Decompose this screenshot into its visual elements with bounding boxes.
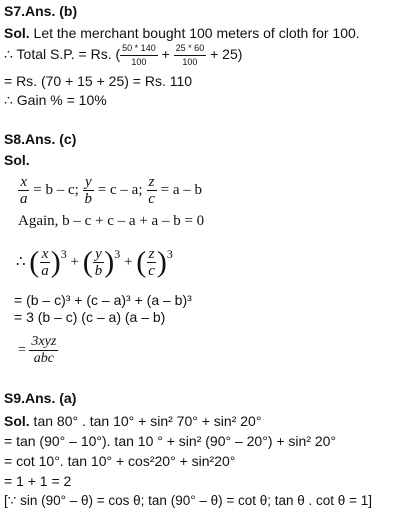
s8-paren-open-3: ( [136, 245, 147, 279]
s8-c: c [148, 191, 155, 207]
s8-heading: S8.Ans. (c) [4, 131, 77, 147]
s8-line-b: = 3 (b – c) (c – a) (a – b) [14, 309, 166, 325]
s9-line4: = 1 + 1 = 2 [4, 473, 72, 489]
s8-b: b [84, 191, 93, 207]
s9-sol-label: Sol. [4, 413, 30, 429]
s8-exp-3: 3 [166, 247, 173, 261]
s8-frac-y-b [83, 174, 95, 207]
s8-frac-z-c [146, 174, 157, 207]
s9-line1-text: tan 80° . tan 10° + sin² 70° + sin² 20° [29, 413, 262, 429]
s9-line1 [4, 412, 261, 430]
s7-f2-num: 25 * 60 [174, 42, 207, 56]
s8-cube-frac-y-b [93, 246, 105, 279]
s7-line2-prefix: ∴ Total S.P. = Rs. ( [4, 46, 121, 63]
s8-cc: c [148, 263, 155, 280]
s8-eq1-part2: = c – a; [94, 181, 147, 198]
s7-fraction-1 [120, 42, 158, 69]
s8-cx: x [41, 246, 49, 263]
s8-z: z [148, 174, 155, 190]
s7-f1-num: 50 * 140 [120, 42, 158, 56]
s8-cube-sum [16, 240, 173, 284]
s8-cy: y [95, 246, 102, 263]
s7-sol-text: Let the merchant bought 100 meters of cloth for 100. [29, 25, 360, 41]
s8-again: Again, b – c + c – a + a – b = 0 [18, 213, 205, 229]
s7-plus: + [157, 46, 174, 63]
s9-heading: S9.Ans. (a) [4, 390, 77, 406]
s7-total-sp [4, 42, 242, 69]
s8-eq-sign: = [18, 342, 26, 358]
s9-line2: = tan (90° – 10°). tan 10 ° + sin² (90° – 20°) + sin² 20° [4, 433, 337, 449]
s7-sol-label: Sol. [4, 25, 30, 41]
s8-paren-close-2: ) [104, 245, 115, 279]
s7-line3: = Rs. (70 + 15 + 25) = Rs. 110 [4, 73, 193, 89]
s9-line3: = cot 10°. tan 10° + cos²20° + sin²20° [4, 453, 236, 469]
s8-y: y [84, 174, 92, 190]
s7-fraction-2 [174, 42, 207, 69]
s7-sol-line [4, 24, 360, 42]
s8-result-frac [29, 334, 58, 367]
s8-eq1-part1: = b – c; [29, 181, 83, 198]
s7-line4: ∴ Gain % = 10% [4, 92, 107, 108]
s8-result [18, 334, 58, 367]
s8-frac-x-a [18, 174, 30, 207]
s8-exp-2: 3 [114, 247, 121, 261]
s8-eq1 [18, 174, 202, 207]
s8-paren-open-1: ( [29, 245, 40, 279]
s8-cube-frac-z-c [146, 246, 157, 279]
s8-eq1-part3: = a – b [156, 181, 203, 198]
s8-res-num: 3xyz [31, 334, 57, 349]
s8-line-a: = (b – c)³ + (c – a)³ + (a – b)³ [14, 292, 192, 308]
s7-heading: S7.Ans. (b) [4, 3, 78, 19]
s7-line2-suffix: + 25) [206, 46, 243, 63]
s7-f2-den: 100 [182, 57, 198, 67]
s8-plus-1: + [70, 254, 80, 270]
s8-ca: a [41, 263, 49, 280]
s8-cz: z [148, 246, 155, 263]
s8-a: a [20, 191, 28, 207]
s7-f1-den: 100 [131, 57, 147, 67]
s8-paren-close-3: ) [156, 245, 167, 279]
s8-x: x [20, 174, 28, 190]
s8-therefore: ∴ [16, 254, 26, 270]
s8-sol-label: Sol. [4, 152, 30, 168]
s9-line5: [∵ sin (90° – θ) = cos θ; tan (90° – θ) = cot θ; tan θ . cot θ = 1] [4, 493, 372, 508]
s8-exp-1: 3 [60, 247, 67, 261]
s8-paren-close-1: ) [50, 245, 61, 279]
s8-plus-2: + [124, 254, 133, 270]
s8-paren-open-2: ( [82, 245, 93, 279]
s8-cube-frac-x-a [39, 246, 51, 279]
s8-cb: b [94, 263, 103, 280]
s8-res-den: abc [33, 351, 54, 366]
